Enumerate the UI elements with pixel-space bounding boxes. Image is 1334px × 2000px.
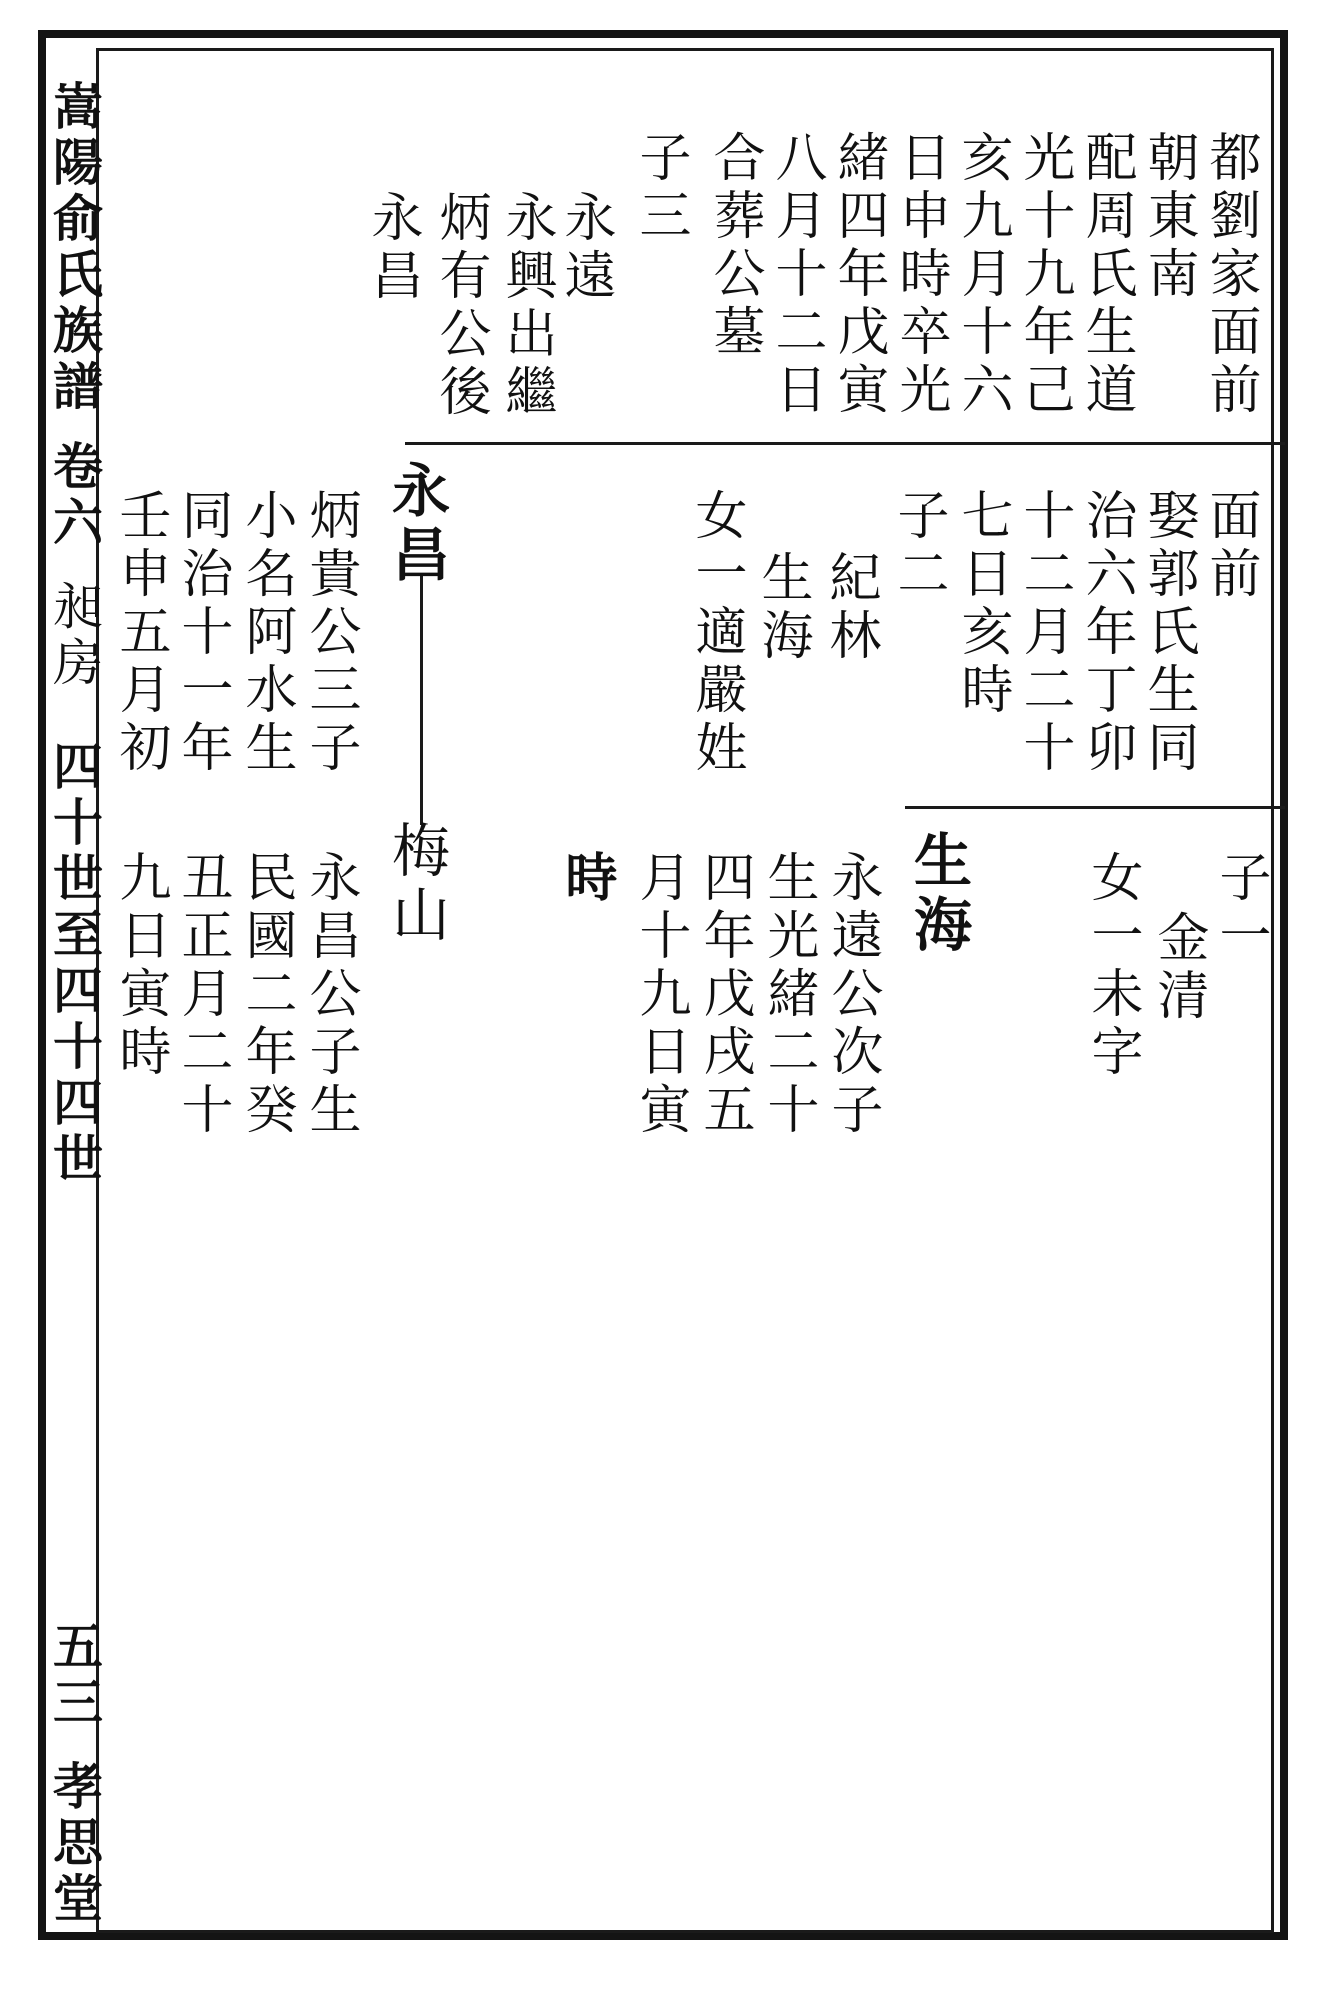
lineage-line <box>420 575 423 825</box>
yongchang-col-3: 同治十一年 <box>172 488 232 778</box>
middle-col-1: 面前 <box>1200 488 1260 604</box>
shenghai-col-5: 時 <box>556 850 617 908</box>
meishan-col-1: 永昌公子生 <box>300 850 360 1140</box>
upper-col-12: 永興出繼 <box>496 190 556 422</box>
upper-col-5: 亥九月十六 <box>952 130 1012 420</box>
middle-col-5: 七日亥時 <box>952 488 1012 720</box>
shenghai-name: 生海 <box>904 830 972 958</box>
middle-col-9: 女一適嚴姓 <box>686 488 746 778</box>
upper-col-6: 日申時卒光 <box>890 130 950 420</box>
margin-page-number: 五三 <box>45 1620 104 1732</box>
yongchang-name: 永昌 <box>382 460 450 588</box>
shenghai-col-4: 月十九日寅 <box>630 850 690 1140</box>
upper-col-10: 子三 <box>630 130 690 246</box>
middle-col-8: 生海 <box>752 550 812 666</box>
shenghai-col-1: 永遠公次子 <box>822 850 882 1140</box>
meishan-name: 梅山 <box>382 820 450 948</box>
upper-col-9: 合葬公墓 <box>704 130 764 362</box>
upper-col-14: 永昌 <box>362 190 422 306</box>
meishan-col-2: 民國二年癸 <box>236 850 296 1140</box>
upper-col-13: 炳有公後 <box>430 190 490 422</box>
yongchang-col-1: 炳貴公三子 <box>300 488 360 778</box>
margin-branch: 昶房 <box>45 580 103 692</box>
yongchang-col-2: 小名阿水生 <box>236 488 296 778</box>
middle-col-6: 子二 <box>888 488 948 604</box>
upper-col-8: 八月十二日 <box>766 130 826 420</box>
upper-col-3: 配周氏生道 <box>1076 130 1136 420</box>
upper-col-11: 永遠 <box>555 190 615 306</box>
margin-hall: 孝思堂 <box>45 1760 104 1928</box>
page-margin <box>40 80 104 1960</box>
shenghai-col-2: 生光緒二十 <box>758 850 818 1140</box>
meishan-col-4: 九日寅時 <box>110 850 170 1082</box>
upper-col-2: 朝東南 <box>1138 130 1198 304</box>
meishan-col-3: 丑正月二十 <box>172 850 232 1140</box>
divider-middle <box>905 806 1285 809</box>
upper-col-7: 緒四年戊寅 <box>828 130 888 420</box>
lower-right-col-1: 子一 <box>1210 850 1270 966</box>
lower-right-col-3: 女一未字 <box>1082 850 1142 1082</box>
middle-col-7: 紀林 <box>820 550 880 666</box>
middle-col-4: 十二月二十 <box>1014 488 1074 778</box>
margin-title: 嵩陽俞氏族譜 <box>45 80 104 416</box>
shenghai-col-3: 四年戊戌五 <box>694 850 754 1140</box>
lower-right-col-2: 金清 <box>1148 910 1208 1026</box>
yongchang-col-4: 壬申五月初 <box>110 488 170 778</box>
middle-col-2: 娶郭氏生同 <box>1138 488 1198 778</box>
divider-upper <box>405 442 1285 445</box>
upper-col-1: 都劉家面前 <box>1200 130 1260 420</box>
margin-volume: 卷六 <box>45 440 104 552</box>
upper-col-4: 光十九年己 <box>1014 130 1074 420</box>
middle-col-3: 治六年丁卯 <box>1076 488 1136 778</box>
margin-generations: 四十世至四十四世 <box>45 740 104 1188</box>
